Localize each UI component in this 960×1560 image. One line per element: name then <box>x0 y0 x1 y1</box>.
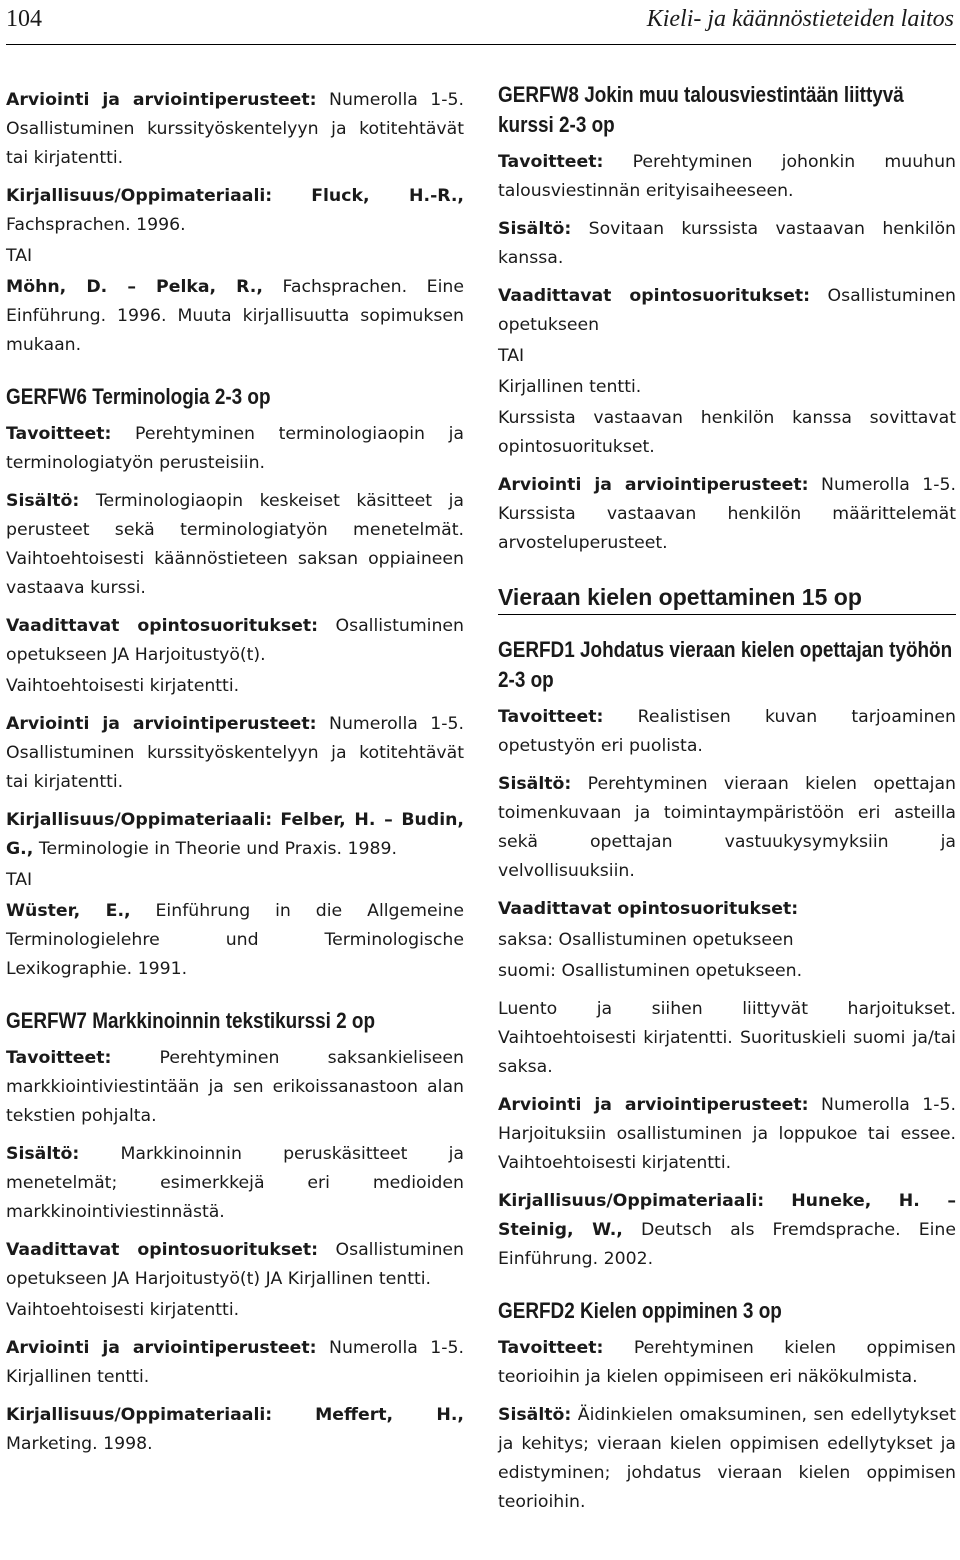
literature-text: Terminologie in Theorie und Praxis. 1989. <box>38 839 397 859</box>
assessment-label: Arviointi ja arviointiperusteet: <box>6 714 317 734</box>
requirements-paragraph <box>6 612 464 670</box>
section-title: Vieraan kielen opettaminen 15 op <box>498 582 956 615</box>
goals-label: Tavoitteet: <box>6 424 112 444</box>
assessment-paragraph <box>498 1091 956 1178</box>
content-text: Terminologiaopin keskeiset käsitteet ja perusteet sekä terminologiatyön menetelmät. Vaihtoehtoisesti käännöstieteen saksan oppiaineen vastaava kurssi. <box>6 491 464 598</box>
literature-paragraph <box>6 897 464 984</box>
goals-label: Tavoitteet: <box>6 1048 112 1068</box>
content-label: Sisältö: <box>6 491 80 511</box>
literature-author: Wüster, E., <box>6 901 131 921</box>
requirements-text: Osallistuminen opetukseen JA Harjoitustyö(t) JA Kirjallinen tentti. <box>6 1240 464 1289</box>
content-label: Sisältö: <box>498 1405 572 1425</box>
alternative-paragraph: Vaihtoehtoisesti kirjatentti. <box>6 676 240 696</box>
assessment-text: Numerolla 1-5. Kirjallinen tentti. <box>6 1338 464 1387</box>
content-paragraph <box>6 1140 464 1227</box>
content-paragraph <box>498 215 956 273</box>
content-text: Sovitaan kurssista vastaavan henkilön kanssa. <box>498 219 956 268</box>
alternative-paragraph: Vaihtoehtoisesti kirjatentti. <box>6 1300 240 1320</box>
header-rule <box>6 44 956 45</box>
goals-paragraph <box>498 703 956 761</box>
content-paragraph <box>6 487 464 603</box>
requirements-german: saksa: Osallistuminen opetukseen <box>498 930 794 950</box>
requirements-paragraph <box>498 282 956 340</box>
literature-paragraph <box>6 806 464 864</box>
literature-label: Kirjallisuus/Oppimateriaali: <box>6 186 273 206</box>
assessment-paragraph <box>6 1334 464 1392</box>
alternative-paragraph: Kirjallinen tentti. <box>498 377 642 397</box>
literature-paragraph <box>6 273 464 360</box>
or-label: TAI <box>498 346 525 366</box>
content-paragraph <box>498 770 956 886</box>
literature-text: Fachsprachen. 1996. <box>6 215 186 235</box>
requirements-text: Osallistuminen opetukseen JA Harjoitustyö(t). <box>6 616 464 665</box>
course-title-gerfw7: GERFW7 Markkinoinnin tekstikurssi 2 op <box>6 1008 376 1033</box>
literature-author: Huneke, H. – Steinig, W., <box>498 1191 956 1240</box>
requirements-paragraph <box>6 1236 464 1294</box>
course-title-gerfw8: GERFW8 Jokin muu talousviestintään liittyvä kurssi 2-3 op <box>498 82 904 137</box>
content-label: Sisältö: <box>498 774 572 794</box>
alternative-paragraph: Luento ja siihen liittyvät harjoitukset. Vaihtoehtoisesti kirjatentti. Suorituskieli suomi ja/tai saksa. <box>498 999 956 1077</box>
goals-text: Perehtyminen saksankieliseen markkiointiviestintään ja sen erikoissanastoon alan tekstien pohjalta. <box>6 1048 464 1126</box>
literature-text: Einführung in die Allgemeine Terminologielehre und Terminologische Lexikographie. 1991. <box>6 901 464 979</box>
literature-label: Kirjallisuus/Oppimateriaali: <box>498 1191 765 1211</box>
assessment-paragraph <box>6 86 464 173</box>
or-label: TAI <box>6 870 33 890</box>
right-column <box>498 80 956 1526</box>
goals-text: Perehtyminen terminologiaopin ja terminologiatyön perusteisiin. <box>6 424 464 473</box>
assessment-text: Numerolla 1-5. Osallistuminen kurssityöskentelyyn ja kotitehtävät tai kirjatentti. <box>6 90 464 168</box>
goals-text: Perehtyminen kielen oppimisen teorioihin ja kielen oppimiseen eri näkökulmista. <box>498 1338 956 1387</box>
running-title: Kieli- ja käännöstieteiden laitos <box>646 6 954 32</box>
assessment-text: Numerolla 1-5. Kurssista vastaavan henkilön määrittelemät arvosteluperusteet. <box>498 475 956 553</box>
requirements-label: Vaadittavat opintosuoritukset: <box>6 616 319 636</box>
goals-paragraph <box>6 1044 464 1131</box>
requirements-label: Vaadittavat opintosuoritukset: <box>6 1240 319 1260</box>
literature-paragraph <box>498 1187 956 1274</box>
content-paragraph <box>498 1401 956 1517</box>
literature-author: Fluck, H.-R., <box>311 186 464 206</box>
requirements-text: Osallistuminen opetukseen <box>498 286 956 335</box>
literature-label: Kirjallisuus/Oppimateriaali: <box>6 810 273 830</box>
literature-text: Fachsprachen. Eine Einführung. 1996. Muuta kirjallisuutta sopimuksen mukaan. <box>6 277 464 355</box>
literature-text: Marketing. 1998. <box>6 1434 153 1454</box>
content-text: Markkinoinnin peruskäsitteet ja menetelmät; esimerkkejä eri medioiden markkinointiviestinnästä. <box>6 1144 464 1222</box>
course-title-gerfd2: GERFD2 Kielen oppiminen 3 op <box>498 1298 782 1323</box>
literature-text: Deutsch als Fremdsprache. Eine Einführung. 2002. <box>498 1220 956 1269</box>
literature-paragraph <box>6 1401 464 1459</box>
literature-label: Kirjallisuus/Oppimateriaali: <box>6 1405 273 1425</box>
literature-paragraph <box>6 182 464 240</box>
literature-author: Möhn, D. – Pelka, R., <box>6 277 263 297</box>
page-number: 104 <box>6 6 42 32</box>
goals-label: Tavoitteet: <box>498 1338 604 1358</box>
left-column <box>6 86 464 1468</box>
assessment-text: Numerolla 1-5. Harjoituksiin osallistuminen ja loppukoe tai essee. Vaihtoehtoisesti kirjatentti. <box>498 1095 956 1173</box>
content-label: Sisältö: <box>498 219 572 239</box>
goals-paragraph <box>6 420 464 478</box>
requirements-label: Vaadittavat opintosuoritukset: <box>498 286 811 306</box>
requirements-label-line <box>498 895 956 924</box>
literature-author: Felber, H. – Budin, G., <box>6 810 464 859</box>
assessment-paragraph <box>498 471 956 558</box>
goals-label: Tavoitteet: <box>498 707 604 727</box>
course-title-gerfd1: GERFD1 Johdatus vieraan kielen opettajan työhön 2-3 op <box>498 637 953 692</box>
requirements-label: Vaadittavat opintosuoritukset: <box>498 899 799 919</box>
alternative-paragraph: Kurssista vastaavan henkilön kanssa sovittavat opintosuoritukset. <box>498 408 956 457</box>
goals-text: Realistisen kuvan tarjoaminen opetustyön eri puolista. <box>498 707 956 756</box>
assessment-paragraph <box>6 710 464 797</box>
or-label: TAI <box>6 246 33 266</box>
assessment-label: Arviointi ja arviointiperusteet: <box>6 90 317 110</box>
assessment-text: Numerolla 1-5. Osallistuminen kurssityöskentelyyn ja kotitehtävät tai kirjatentti. <box>6 714 464 792</box>
assessment-label: Arviointi ja arviointiperusteet: <box>498 475 809 495</box>
assessment-label: Arviointi ja arviointiperusteet: <box>6 1338 317 1358</box>
literature-author: Meffert, H., <box>315 1405 464 1425</box>
requirements-finnish: suomi: Osallistuminen opetukseen. <box>498 961 803 981</box>
goals-paragraph <box>498 1334 956 1392</box>
goals-text: Perehtyminen johonkin muuhun talousviestinnän erityisaiheeseen. <box>498 152 956 201</box>
course-title-gerfw6: GERFW6 Terminologia 2-3 op <box>6 384 271 409</box>
content-text: Perehtyminen vieraan kielen opettajan toimenkuvaan ja toimintaympäristöön eri asteilla sekä opettajan vastuukysymyksiin ja velvollisuuksiin. <box>498 774 956 881</box>
assessment-label: Arviointi ja arviointiperusteet: <box>498 1095 809 1115</box>
content-label: Sisältö: <box>6 1144 80 1164</box>
page-header <box>0 0 960 44</box>
goals-paragraph <box>498 148 956 206</box>
content-text: Äidinkielen omaksuminen, sen edellytykset ja kehitys; vieraan kielen oppimisen edellytykset ja edistyminen; johdatus vieraan kielen oppimisen teorioihin. <box>498 1405 957 1512</box>
goals-label: Tavoitteet: <box>498 152 604 172</box>
